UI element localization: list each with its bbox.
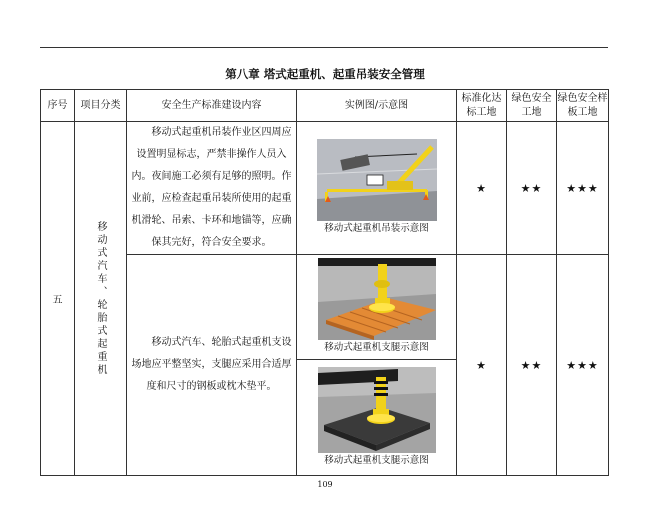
crane-lifting-caption: 移动式起重机吊装示意图 <box>324 223 429 234</box>
safety-standard-table <box>40 89 609 476</box>
header-content: 安全生产标准建设内容 <box>127 90 297 122</box>
header-rule <box>40 47 608 48</box>
table-row <box>41 122 609 255</box>
page-title: 第八章 塔式起重机、起重吊装安全管理 <box>225 67 425 81</box>
outrigger-timber-figure <box>318 258 436 340</box>
crane-lifting-figure <box>317 139 437 221</box>
header-model: 绿色安全样板工地 <box>557 90 609 122</box>
image-cell <box>297 360 457 476</box>
outrigger-steel-plate-figure <box>318 367 436 453</box>
image-cell <box>297 122 457 255</box>
header-green: 绿色安全工地 <box>507 90 557 122</box>
green-rating: ★★ <box>507 255 557 476</box>
header-category: 项目分类 <box>75 90 127 122</box>
model-rating: ★★★ <box>557 122 609 255</box>
content-cell: 移动式汽车、轮胎式起重机支设场地应平整坚实，支腿应采用合适厚度和尺寸的钢板或枕木垫平。 <box>127 255 297 476</box>
header-image: 实例图/示意图 <box>297 90 457 122</box>
outrigger-caption-2: 移动式起重机支腿示意图 <box>324 454 429 466</box>
header-seq: 序号 <box>41 90 75 122</box>
table-header-row <box>41 90 609 122</box>
category-label: 移动式汽车、轮胎式起重机 <box>95 220 106 377</box>
header-std: 标准化达标工地 <box>457 90 507 122</box>
content-cell: 移动式起重机吊装作业区四周应设置明显标志，严禁非操作人员入内。夜间施工必须有足够的照明。作业前，应检查起重吊装所使用的起重机滑轮、吊索、卡环和地锚等，应确保其完好，符合安全要求。 <box>127 122 297 255</box>
image-cell <box>297 255 457 360</box>
std-rating: ★ <box>457 122 507 255</box>
outrigger-caption-1: 移动式起重机支腿示意图 <box>324 342 429 353</box>
seq-cell: 五 <box>41 122 75 476</box>
std-rating: ★ <box>457 255 507 476</box>
model-rating: ★★★ <box>557 255 609 476</box>
page-number: 109 <box>317 480 333 489</box>
table-row <box>41 255 609 360</box>
category-cell <box>75 122 127 476</box>
green-rating: ★★ <box>507 122 557 255</box>
